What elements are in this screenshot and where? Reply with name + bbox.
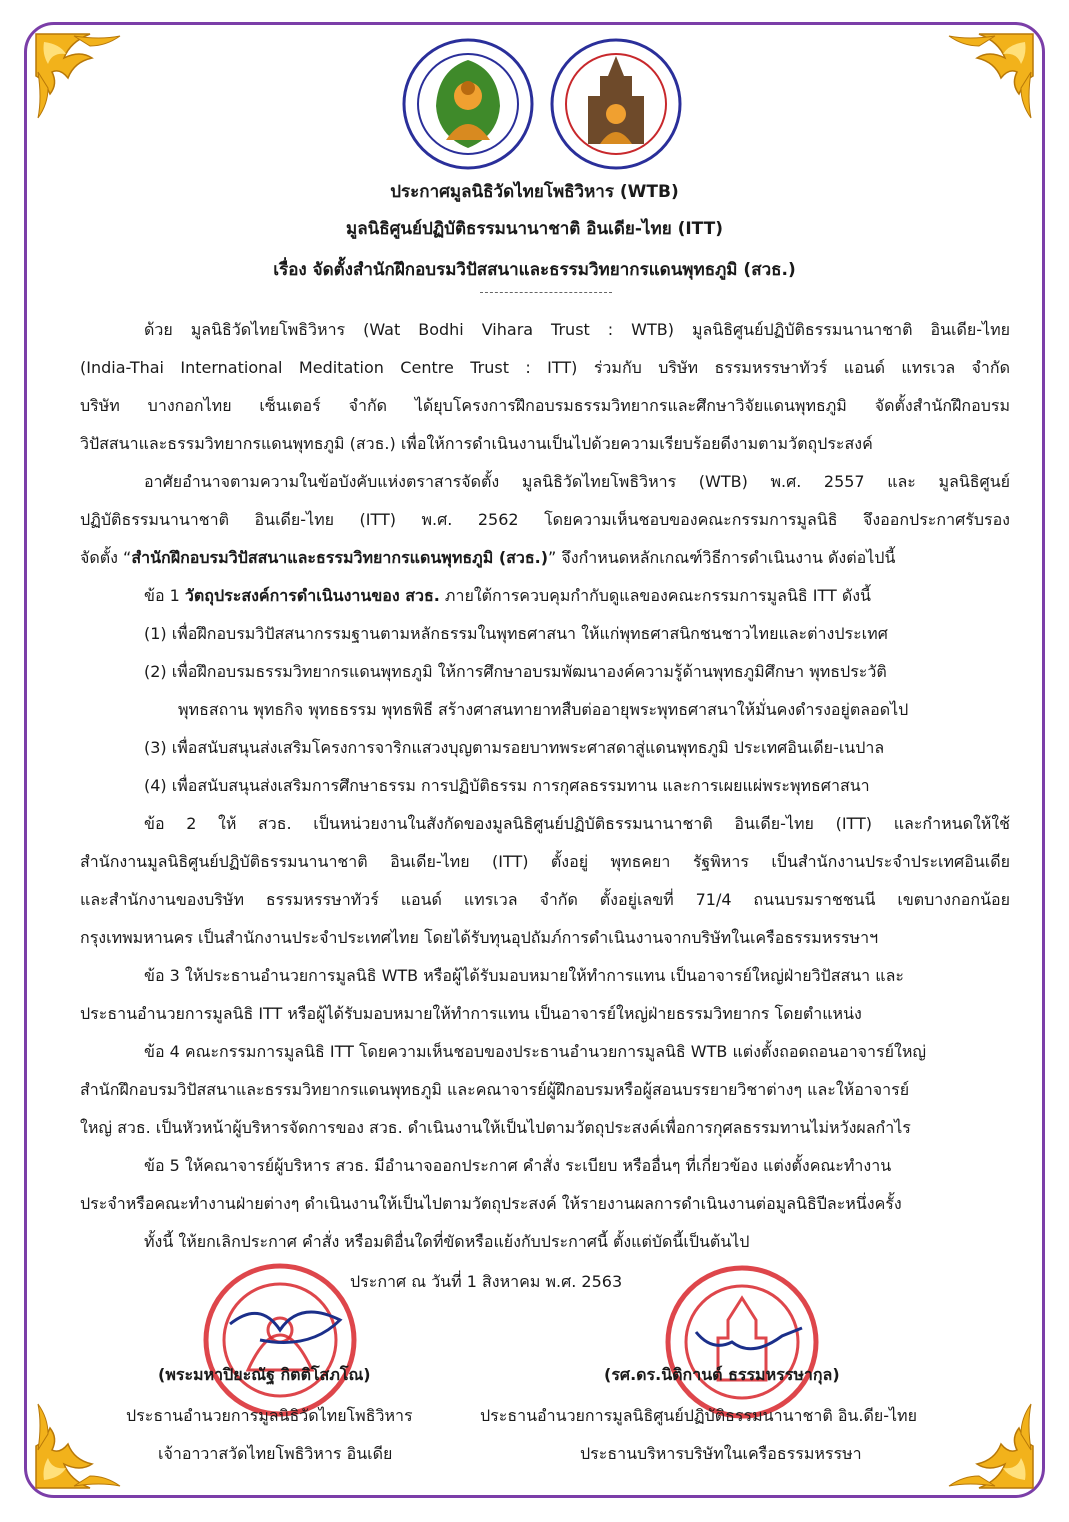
objective-item: (1) เพื่อฝึกอบรมวิปัสสนากรรมฐานตามหลักธรรมในพุทธศาสนา ให้แก่พุทธศาสนิกชนชาวไทยและต่างประเทศ	[144, 624, 888, 643]
body-line: ข้อ 2 ให้ สวธ. เป็นหน่วยงานในสังกัดของมูลนิธิศูนย์ปฏิบัติธรรมนานาชาติ อินเดีย-ไทย (ITT) และกำหนดให้ใช้	[144, 814, 1010, 833]
announcement-title-line2: มูลนิธิศูนย์ปฏิบัติธรรมนานาชาติ อินเดีย-ไทย (ITT)	[345, 219, 724, 239]
left-signatory-name: (พระมหาปิยะณัฐ กิตติโสภโณ)	[158, 1365, 371, 1384]
body-line: กรุงเทพมหานคร เป็นสำนักงานประจำประเทศไทย โดยได้รับทุนอุปถัมภ์การดำเนินงานจากบริษัทในเครือธรรมหรรษาฯ	[80, 928, 879, 947]
body-line: ประจำหรือคณะทำงานฝ่ายต่างๆ ดำเนินงานให้เป็นไปตามวัตถุประสงค์ ให้รายงานผลการดำเนินงานต่อมูลนิธิปีละหนึ่งครั้ง	[80, 1194, 902, 1213]
announcement-date: ประกาศ ณ วันที่ 1 สิงหาคม พ.ศ. 2563	[350, 1272, 623, 1291]
body-line: ประธานอำนวยการมูลนิธิ ITT หรือผู้ได้รับมอบหมายให้ทำการแทน เป็นอาจารย์ใหญ่ฝ่ายธรรมวิทยากร โดยตำแหน่ง	[80, 1004, 862, 1023]
itt-meditation-centre-logo	[548, 36, 684, 172]
body-line	[80, 546, 895, 571]
announcement-subject: เรื่อง จัดตั้งสำนักฝึกอบรมวิปัสสนาและธรรมวิทยากรแดนพุทธภูมิ (สวธ.)	[273, 260, 796, 280]
body-line: ข้อ 3 ให้ประธานอำนวยการมูลนิธิ WTB หรือผู้ได้รับมอบหมายให้ทำการแทน เป็นอาจารย์ใหญ่ฝ่ายวิปัสสนา และ	[144, 966, 904, 985]
itt-seal-stamp	[662, 1262, 822, 1422]
wat-thai-bodhivihara-logo	[400, 36, 536, 172]
office-name-bold: สำนักฝึกอบรมวิปัสสนาและธรรมวิทยากรแดนพุทธภูมิ (สวธ.)	[131, 548, 549, 567]
objective-item: (3) เพื่อสนับสนุนส่งเสริมโครงการจาริกแสวงบุญตามรอยบาทพระศาสดาสู่แดนพุทธภูมิ ประเทศอินเดีย-เนปาล	[144, 738, 885, 757]
quote-open: จัดตั้ง “	[80, 548, 132, 567]
objective-item: (4) เพื่อสนับสนุนส่งเสริมการศึกษาธรรม การปฏิบัติธรรม การกุศลธรรมทาน และการเผยแผ่พระพุทธศาสนา	[144, 776, 870, 795]
body-line: ด้วย มูลนิธิวัดไทยโพธิวิหาร (Wat Bodhi Vihara Trust : WTB) มูลนิธิศูนย์ปฏิบัติธรรมนานาชาติ อินเดีย-ไทย	[144, 320, 1011, 339]
corner-ornament-bottom-left	[30, 1374, 150, 1494]
clause-1-lead: ข้อ 1	[144, 586, 185, 605]
left-signatory-title: ประธานอำนวยการมูลนิธิวัดไทยโพธิวิหาร	[126, 1406, 413, 1425]
body-line: ข้อ 5 ให้คณาจารย์ผู้บริหาร สวธ. มีอำนาจออกประกาศ คำสั่ง ระเบียบ หรืออื่นๆ ที่เกี่ยวข้อง แต่งตั้งคณะทำงาน	[144, 1156, 892, 1175]
body-line: บริษัท บางกอกไทย เซ็นเตอร์ จำกัด ได้ยุบโครงการฝึกอบรมธรรมวิทยากรและศึกษาวิจัยแดนพุทธภูมิ จัดตั้งสำนักฝึกอบรม	[80, 396, 1010, 415]
title-divider	[480, 292, 612, 293]
body-line: (India-Thai International Meditation Centre Trust : ITT) ร่วมกับ บริษัท ธรรมหรรษาทัวร์ แอนด์ แทรเวล จำกัด	[80, 358, 1010, 377]
announcement-title-line1: ประกาศมูลนิธิวัดไทยโพธิวิหาร (WTB)	[390, 182, 679, 202]
body-line: วิปัสสนาและธรรมวิทยากรแดนพุทธภูมิ (สวธ.) เพื่อให้การดำเนินงานเป็นไปด้วยความเรียบร้อยดีงามตามวัตถุประสงค์	[80, 434, 873, 453]
corner-ornament-top-left	[30, 28, 150, 148]
body-line: ใหญ่ สวธ. เป็นหัวหน้าผู้บริหารจัดการของ สวธ. ดำเนินงานให้เป็นไปตามวัตถุประสงค์เพื่อการกุศลธรรมทานไม่หวังผลกำไร	[80, 1118, 911, 1137]
right-signatory-title: ประธานอำนวยการมูลนิธิศูนย์ปฏิบัติธรรมนานาชาติ อิน.ดีย-ไทย	[480, 1406, 917, 1425]
body-line: สำนักฝึกอบรมวิปัสสนาและธรรมวิทยากรแดนพุทธภูมิ และคณาจารย์ผู้ฝึกอบรมหรือผู้สอนบรรยายวิชาต่างๆ และให้อาจารย์	[80, 1080, 910, 1099]
clause-1	[144, 584, 871, 609]
corner-ornament-top-right	[919, 28, 1039, 148]
body-line: สำนักงานมูลนิธิศูนย์ปฏิบัติธรรมนานาชาติ อินเดีย-ไทย (ITT) ตั้งอยู่ พุทธคยา รัฐพิหาร เป็นสำนักงานประจำประเทศอินเดีย	[80, 852, 1010, 871]
body-line: อาศัยอำนาจตามความในข้อบังคับแห่งตราสารจัดตั้ง มูลนิธิวัดไทยโพธิวิหาร (WTB) พ.ศ. 2557 และ มูลนิธิศูนย์	[144, 472, 1010, 491]
corner-ornament-bottom-right	[919, 1374, 1039, 1494]
right-signatory-name: (รศ.ดร.นิติกานต์ ธรรมหรรษากุล)	[604, 1365, 840, 1384]
objective-item-continued: พุทธสถาน พุทธกิจ พุทธธรรม พุทธพิธี สร้างศาสนทายาทสืบต่ออายุพระพุทธศาสนาให้มั่นคงดำรงอยู่ตลอดไป	[178, 700, 909, 719]
body-line: ปฏิบัติธรรมนานาชาติ อินเดีย-ไทย (ITT) พ.ศ. 2562 โดยความเห็นชอบของคณะกรรมการมูลนิธิ จึงออกประกาศรับรอง	[80, 510, 1010, 529]
closing-statement: ทั้งนี้ ให้ยกเลิกประกาศ คำสั่ง หรือมติอื่นใดที่ขัดหรือแย้งกับประกาศนี้ ตั้งแต่บัดนี้เป็นต้นไป	[144, 1232, 750, 1251]
left-signatory-position: เจ้าอาวาสวัดไทยโพธิวิหาร อินเดีย	[158, 1444, 393, 1463]
objective-item: (2) เพื่อฝึกอบรมธรรมวิทยากรแดนพุทธภูมิ ให้การศึกษาอบรมพัฒนาองค์ความรู้ด้านพุทธภูมิศึกษา พุทธประวัติ	[144, 662, 887, 681]
right-signatory-position: ประธานบริหารบริษัทในเครือธรรมหรรษา	[580, 1444, 862, 1463]
body-line: และสำนักงานของบริษัท ธรรมหรรษาทัวร์ แอนด์ แทรเวล จำกัด ตั้งอยู่เลขที่ 71/4 ถนนบรมราชชนนี เขตบางกอกน้อย	[80, 890, 1010, 909]
quote-close: ” จึงกำหนดหลักเกณฑ์วิธีการดำเนินงาน ดังต่อไปนี้	[548, 548, 896, 567]
clause-1-rest: ภายใต้การควบคุมกำกับดูแลของคณะกรรมการมูลนิธิ ITT ดังนี้	[439, 586, 871, 605]
body-line: ข้อ 4 คณะกรรมการมูลนิธิ ITT โดยความเห็นชอบของประธานอำนวยการมูลนิธิ WTB แต่งตั้งถอดถอนอาจารย์ใหญ่	[144, 1042, 926, 1061]
wtb-seal-stamp	[200, 1260, 360, 1420]
clause-1-heading: วัตถุประสงค์การดำเนินงานของ สวธ.	[184, 586, 440, 605]
